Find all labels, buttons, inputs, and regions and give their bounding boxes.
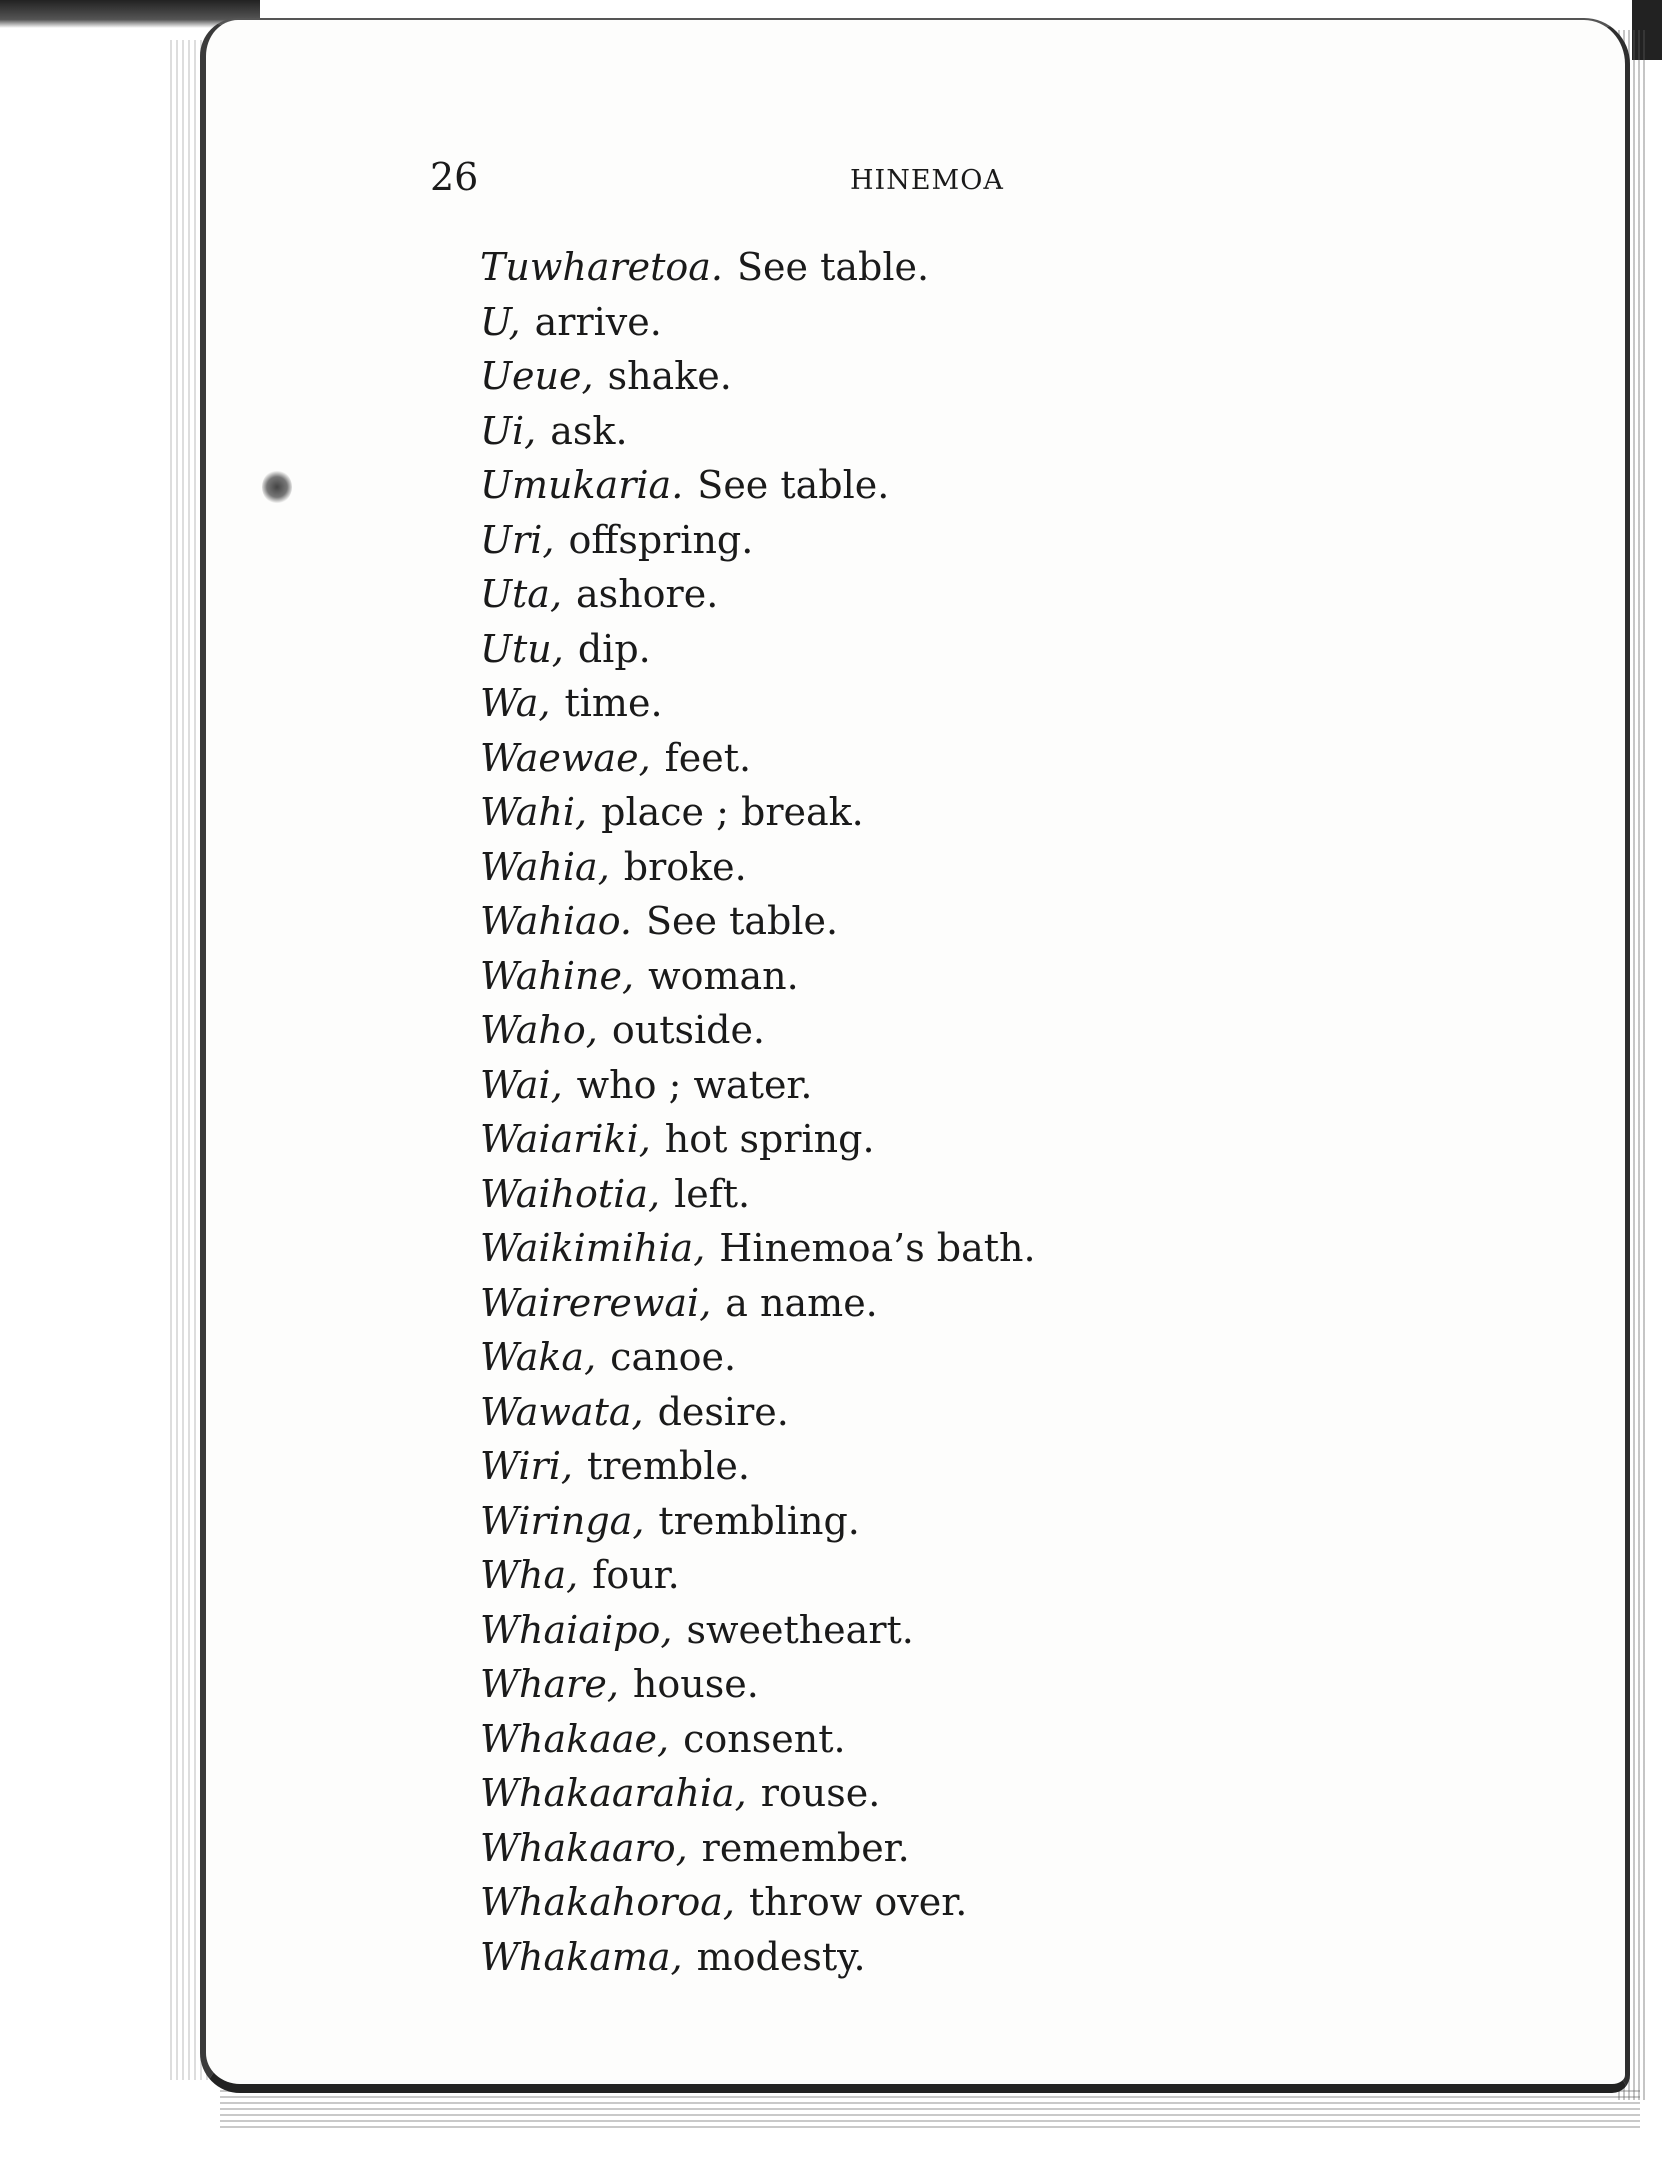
glossary-entry [480, 1930, 1036, 1985]
entry-gloss: feet. [664, 735, 752, 780]
entry-gloss: See table. [697, 463, 890, 507]
entry-term: Wawata, [480, 1389, 644, 1434]
glossary-entry [480, 1657, 1036, 1712]
entry-term: Waihotia, [480, 1171, 661, 1216]
entry-term: Whakaarahia, [480, 1771, 747, 1815]
entry-gloss: arrive. [534, 299, 662, 344]
entry-gloss: place ; break. [601, 790, 864, 834]
glossary-entry [480, 894, 1036, 949]
entry-term: Wahine, [480, 953, 635, 998]
glossary-entry [480, 840, 1036, 895]
glossary-entry [480, 1112, 1036, 1167]
entry-term: Whakaaro, [480, 1825, 688, 1870]
glossary-entry [480, 1276, 1036, 1331]
entry-term: Uri, [480, 517, 555, 562]
glossary-entry [480, 676, 1036, 731]
glossary-entry [480, 622, 1036, 677]
glossary-entry [480, 1058, 1036, 1113]
ink-smudge [262, 470, 292, 504]
entry-gloss: broke. [623, 844, 747, 889]
entry-term: Wa, [480, 681, 551, 725]
entry-term: Wairerewai, [480, 1280, 712, 1325]
glossary-entry [480, 1167, 1036, 1222]
entry-gloss: See table. [645, 899, 839, 943]
entry-gloss: rouse. [760, 1771, 881, 1815]
entry-gloss: house. [632, 1662, 759, 1706]
glossary-entry [480, 1821, 1036, 1876]
glossary-entry [480, 349, 1036, 404]
entry-term: Waikimihia, [480, 1226, 706, 1270]
entry-term: Wha, [480, 1553, 579, 1597]
entry-gloss: tremble. [586, 1444, 750, 1488]
entry-term: Waho, [480, 1008, 598, 1052]
entry-term: Waka, [480, 1335, 597, 1379]
entry-gloss: dip. [577, 626, 651, 671]
entry-gloss: See table. [737, 245, 930, 289]
entry-gloss: remember. [701, 1825, 910, 1870]
glossary-entry [480, 949, 1036, 1004]
entry-term: Wahiao. [480, 899, 632, 943]
glossary-list [480, 240, 1036, 1984]
entry-gloss: trembling. [658, 1498, 860, 1543]
entry-gloss: sweetheart. [686, 1607, 914, 1652]
glossary-entry [480, 240, 1036, 295]
entry-term: Utu, [480, 626, 564, 671]
glossary-entry [480, 785, 1036, 840]
entry-gloss: desire. [657, 1389, 789, 1434]
entry-term: Whaiaipo, [480, 1607, 673, 1652]
glossary-entry [480, 1494, 1036, 1549]
entry-gloss: woman. [648, 953, 799, 998]
glossary-entry [480, 1712, 1036, 1767]
entry-gloss: ask. [550, 408, 628, 453]
entry-gloss: ashore. [576, 572, 719, 616]
glossary-entry [480, 731, 1036, 786]
entry-gloss: four. [592, 1553, 680, 1597]
glossary-entry [480, 1330, 1036, 1385]
entry-term: Umukaria. [480, 463, 684, 507]
entry-term: Wai, [480, 1062, 563, 1107]
entry-gloss: who ; water. [576, 1062, 813, 1107]
page-bottom-shadow [220, 2090, 1640, 2130]
entry-gloss: canoe. [610, 1335, 737, 1379]
glossary-entry [480, 295, 1036, 350]
entry-term: Ueue, [480, 354, 594, 398]
entry-term: Whakahoroa, [480, 1880, 735, 1924]
glossary-entry [480, 1603, 1036, 1658]
entry-gloss: throw over. [749, 1880, 968, 1924]
running-title: HINEMOA [850, 165, 1004, 196]
entry-gloss: offspring. [568, 517, 754, 562]
glossary-entry [480, 458, 1036, 513]
page-header [430, 155, 1030, 205]
entry-gloss: time. [564, 681, 663, 725]
entry-term: Wiringa, [480, 1498, 645, 1543]
glossary-entry [480, 1548, 1036, 1603]
glossary-entry [480, 1221, 1036, 1276]
glossary-entry [480, 1766, 1036, 1821]
entry-term: Waewae, [480, 735, 651, 780]
entry-term: Ui, [480, 408, 537, 453]
glossary-entry [480, 567, 1036, 622]
glossary-entry [480, 404, 1036, 459]
entry-gloss: modesty. [696, 1934, 866, 1979]
glossary-entry [480, 1385, 1036, 1440]
entry-gloss: Hinemoa’s bath. [719, 1226, 1036, 1270]
entry-gloss: consent. [683, 1716, 846, 1761]
entry-gloss: hot spring. [664, 1117, 875, 1161]
entry-gloss: outside. [611, 1008, 766, 1052]
entry-term: Waiariki, [480, 1117, 651, 1161]
glossary-entry [480, 1439, 1036, 1494]
entry-term: U, [480, 299, 521, 344]
entry-term: Whare, [480, 1662, 619, 1706]
entry-term: Whakaae, [480, 1716, 670, 1761]
glossary-entry [480, 1875, 1036, 1930]
entry-term: Wahi, [480, 790, 588, 834]
entry-term: Wiri, [480, 1444, 573, 1488]
entry-term: Uta, [480, 572, 563, 616]
entry-term: Wahia, [480, 844, 610, 889]
entry-gloss: left. [674, 1171, 751, 1216]
entry-gloss: shake. [607, 354, 732, 398]
entry-gloss: a name. [725, 1280, 878, 1325]
entry-term: Tuwharetoa. [480, 245, 724, 289]
page-number: 26 [430, 155, 479, 199]
glossary-entry [480, 1003, 1036, 1058]
entry-term: Whakama, [480, 1934, 683, 1979]
glossary-entry [480, 513, 1036, 568]
